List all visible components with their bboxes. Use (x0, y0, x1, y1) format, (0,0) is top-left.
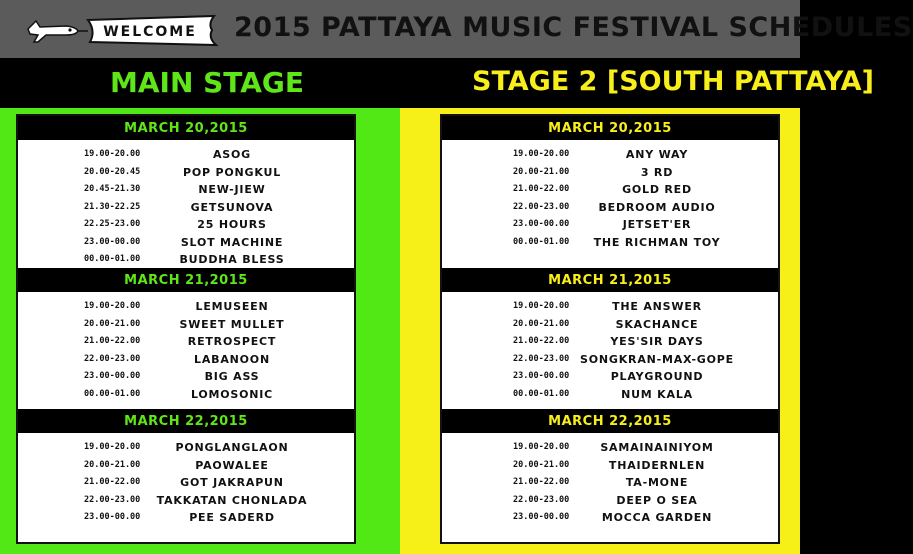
slot-act: LABANOON (194, 352, 270, 366)
schedule-row (442, 216, 778, 234)
slot-time: 00.00-01.00 (513, 388, 570, 399)
slot-act: SONGKRAN-MAX-GOPE (580, 352, 734, 366)
slot-act: ANY WAY (625, 148, 689, 161)
slot-list (18, 433, 354, 527)
schedule-row (442, 509, 778, 527)
day-date: MARCH 22,2015 (548, 413, 672, 429)
slot-time: 20.00-21.00 (84, 459, 141, 470)
day-date: MARCH 20,2015 (124, 120, 248, 136)
slot-time: 22.00-23.00 (513, 494, 570, 505)
slot-act: PEE SADERD (189, 511, 275, 524)
main-stage-title: MAIN STAGE (110, 66, 305, 99)
schedule-row (442, 386, 778, 404)
day-block (442, 409, 778, 527)
slot-act: MOCCA GARDEN (601, 511, 713, 524)
slot-time: 20.00-21.00 (513, 318, 570, 329)
slot-act: BEDROOM AUDIO (598, 200, 716, 214)
schedule-row (442, 234, 778, 252)
day-header (442, 268, 778, 292)
slot-act: NEW-JIEW (198, 183, 266, 196)
slot-time: 23.00-00.00 (513, 512, 570, 522)
slot-list (442, 292, 778, 403)
schedule-row (18, 386, 354, 404)
slot-act: SAMAINAINIYOM (600, 441, 714, 454)
slot-time: 22.00-23.00 (513, 353, 570, 364)
slot-time: 21.00-22.00 (84, 477, 141, 487)
slot-time: 22.00-23.00 (84, 494, 141, 505)
schedule-row (442, 439, 778, 457)
schedule-row (18, 164, 354, 182)
slot-time: 19.00-20.00 (84, 442, 141, 452)
schedule-row (442, 146, 778, 164)
schedule-row (18, 316, 354, 334)
slot-act: THAIDERNLEN (608, 458, 706, 472)
slot-list (442, 140, 778, 251)
slot-time: 21.00-22.00 (513, 336, 570, 346)
schedule-row (442, 181, 778, 199)
slot-time: 20.00-21.00 (513, 166, 570, 177)
stage2-titlebar (400, 58, 874, 108)
slot-time: 21.00-22.00 (513, 184, 570, 194)
slot-act: BUDDHA BLESS (179, 253, 285, 266)
slot-act: PAOWALEE (195, 458, 269, 472)
day-block (18, 409, 354, 527)
slot-time: 22.00-23.00 (513, 201, 570, 212)
day-header (18, 409, 354, 433)
slot-list (442, 433, 778, 527)
slot-time: 23.00-00.00 (84, 512, 141, 522)
slot-act: 3 RD (640, 165, 674, 179)
slot-act: GETSUNOVA (190, 200, 274, 214)
schedule-row (18, 492, 354, 510)
slot-act: BIG ASS (204, 370, 260, 383)
slot-time: 19.00-20.00 (84, 149, 141, 159)
slot-time: 20.00-20.45 (84, 166, 141, 177)
schedule-row (442, 474, 778, 492)
schedule-row (18, 216, 354, 234)
main-stage-titlebar (0, 58, 400, 108)
slot-act: TA-MONE (625, 476, 689, 489)
slot-act: SLOT MACHINE (180, 235, 284, 249)
day-block (18, 116, 354, 269)
schedule-row (442, 316, 778, 334)
schedule-row (18, 251, 354, 269)
slot-time: 19.00-20.00 (84, 301, 141, 311)
schedule-row (442, 457, 778, 475)
slot-time: 00.00-01.00 (84, 388, 141, 399)
slot-time: 20.00-21.00 (84, 318, 141, 329)
header-bar (0, 0, 913, 58)
schedule-row (442, 333, 778, 351)
day-header (442, 116, 778, 140)
day-block (442, 268, 778, 403)
slot-time: 21.30-22.25 (84, 201, 141, 212)
slot-act: POP PONGKUL (182, 165, 282, 179)
slot-act: THE ANSWER (612, 300, 702, 313)
slot-act: 25 HOURS (197, 218, 267, 231)
day-header (18, 116, 354, 140)
slot-time: 23.00-00.00 (513, 219, 570, 229)
slot-time: 19.00-20.00 (513, 442, 570, 452)
day-date: MARCH 21,2015 (548, 272, 672, 288)
schedule-row (442, 351, 778, 369)
slot-time: 23.00-00.00 (513, 371, 570, 381)
slot-time: 20.00-21.00 (513, 459, 570, 470)
schedule-row (18, 439, 354, 457)
main-stage-schedule (16, 114, 356, 544)
slot-time: 19.00-20.00 (513, 149, 570, 159)
slot-time: 23.00-00.00 (84, 236, 141, 247)
day-date: MARCH 21,2015 (124, 272, 248, 288)
schedule-row (18, 333, 354, 351)
slot-time: 22.00-23.00 (84, 353, 141, 364)
schedule-row (18, 234, 354, 252)
schedule-row (18, 351, 354, 369)
logo-text: WELCOME (103, 24, 197, 40)
schedule-row (18, 509, 354, 527)
day-date: MARCH 20,2015 (548, 120, 672, 136)
slot-act: SWEET MULLET (179, 317, 285, 331)
schedule-row (18, 368, 354, 386)
slot-time: 21.00-22.00 (84, 336, 141, 346)
slot-time: 22.25-23.00 (84, 219, 141, 229)
schedule-row (442, 368, 778, 386)
schedule-row (442, 298, 778, 316)
day-date: MARCH 22,2015 (124, 413, 248, 429)
slot-act: RETROSPECT (187, 335, 277, 348)
slot-act: DEEP O SEA (616, 493, 698, 507)
welcome-logo (26, 10, 220, 50)
slot-time: 19.00-20.00 (513, 301, 570, 311)
schedule-row (18, 298, 354, 316)
slot-act: PLAYGROUND (610, 370, 704, 383)
slot-time: 20.45-21.30 (84, 184, 141, 194)
schedule-row (18, 181, 354, 199)
slot-act: SKACHANCE (615, 317, 699, 331)
slot-act: NUM KALA (621, 387, 693, 401)
slot-act: TAKKATAN CHONLADA (156, 493, 308, 507)
slot-act: YES'SIR DAYS (610, 335, 704, 348)
schedule-row (18, 457, 354, 475)
slot-act: LOMOSONIC (190, 387, 274, 401)
slot-act: GOLD RED (622, 183, 692, 196)
slot-act: THE RICHMAN TOY (593, 235, 721, 249)
slot-list (18, 140, 354, 269)
slot-act: GOT JAKRAPUN (180, 476, 284, 489)
schedule-row (18, 199, 354, 217)
stage2-title: STAGE 2 [SOUTH PATTAYA] (472, 66, 874, 97)
stage2-schedule (440, 114, 780, 544)
slot-time: 23.00-00.00 (84, 371, 141, 381)
slot-act: JETSET'ER (622, 218, 692, 231)
day-header (18, 268, 354, 292)
slot-act: LEMUSEEN (195, 300, 269, 313)
slot-time: 00.00-01.00 (84, 254, 141, 264)
slot-time: 00.00-01.00 (513, 236, 570, 247)
schedule-row (18, 474, 354, 492)
slot-act: PONGLANGLAON (175, 441, 289, 454)
schedule-row (442, 199, 778, 217)
schedule-row (442, 164, 778, 182)
slot-time: 21.00-22.00 (513, 477, 570, 487)
slot-act: ASOG (212, 148, 251, 161)
day-block (442, 116, 778, 251)
schedule-row (442, 492, 778, 510)
slot-list (18, 292, 354, 403)
day-block (18, 268, 354, 403)
day-header (442, 409, 778, 433)
page-title: 2015 PATTAYA MUSIC FESTIVAL SCHEDULES (234, 12, 913, 43)
schedule-row (18, 146, 354, 164)
